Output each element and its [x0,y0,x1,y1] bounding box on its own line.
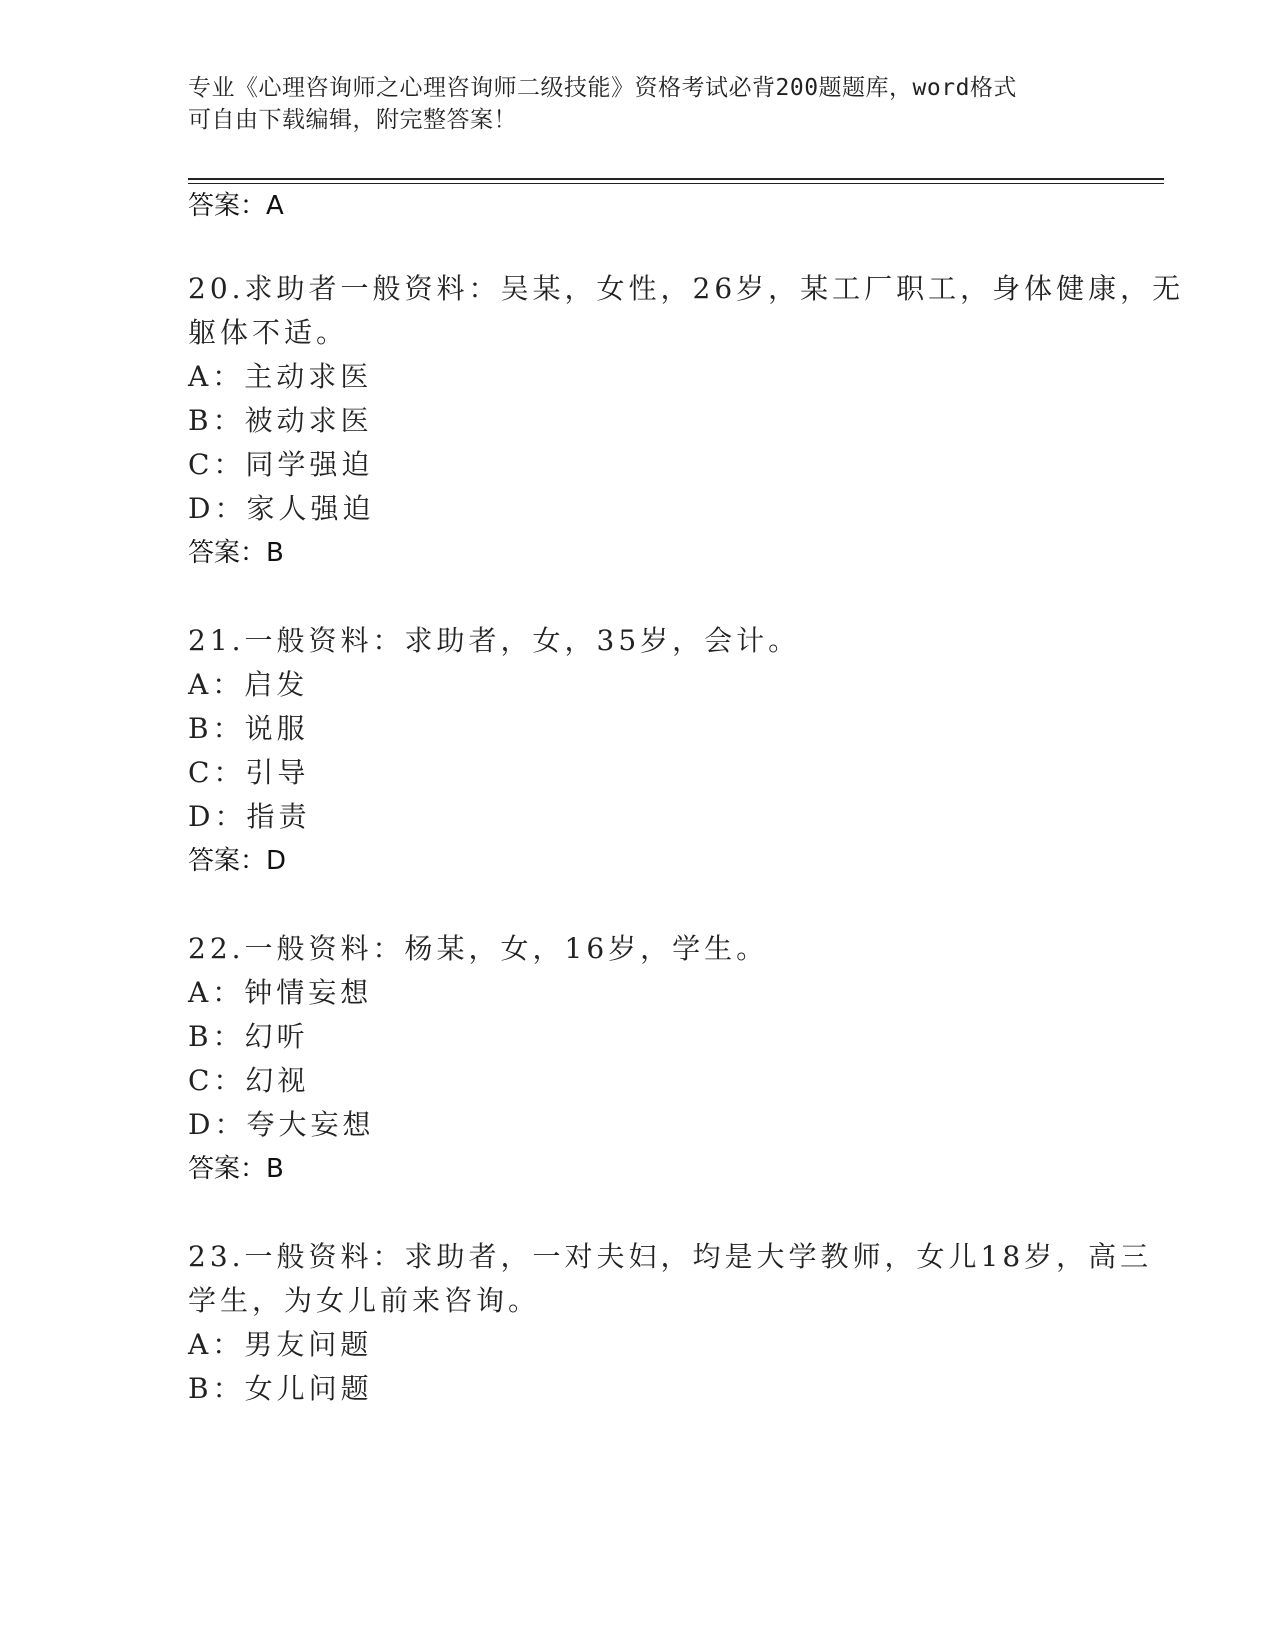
question-23-text-cont: 学生，为女儿前来咨询。 [188,1284,541,1317]
header-title-line-2: 可自由下载编辑，附完整答案！ [188,107,517,133]
answer-previous: 答案：A [188,191,284,221]
page-header [188,72,1088,136]
question-21-text: 21.一般资料：求助者，女，35岁，会计。 [188,624,801,657]
question-21-answer: 答案：D [188,846,287,876]
question-20-option-d: D：家人强迫 [188,492,375,525]
question-20-text: 20.求助者一般资料：吴某，女性，26岁，某工厂职工，身体健康，无 [188,272,1185,305]
header-divider [188,178,1164,180]
question-20-option-b: B：被动求医 [188,404,373,437]
question-20-option-a: A：主动求医 [188,360,373,393]
question-20-answer: 答案：B [188,538,284,568]
question-21-option-d: D：指责 [188,800,311,833]
question-21-option-c: C：引导 [188,756,310,789]
question-22-option-b: B：幻听 [188,1020,309,1053]
question-23-option-b: B：女儿问题 [188,1372,373,1405]
question-22-option-c: C：幻视 [188,1064,310,1097]
question-21-option-a: A：启发 [188,668,309,701]
question-22-option-d: D：夸大妄想 [188,1108,375,1141]
header-divider-thin [188,183,1164,184]
question-22-answer: 答案：B [188,1154,284,1184]
header-title-line-1: 专业《心理咨询师之心理咨询师二级技能》资格考试必背200题题库，word格式 [188,75,1017,101]
question-22-option-a: A：钟情妄想 [188,976,373,1009]
question-23-text: 23.一般资料：求助者，一对夫妇，均是大学教师，女儿18岁，高三 [188,1240,1153,1273]
question-21-option-b: B：说服 [188,712,309,745]
question-20-text-cont: 躯体不适。 [188,316,349,349]
question-23-option-a: A：男友问题 [188,1328,373,1361]
question-22-text: 22.一般资料：杨某，女，16岁，学生。 [188,932,769,965]
question-20-option-c: C：同学强迫 [188,448,374,481]
